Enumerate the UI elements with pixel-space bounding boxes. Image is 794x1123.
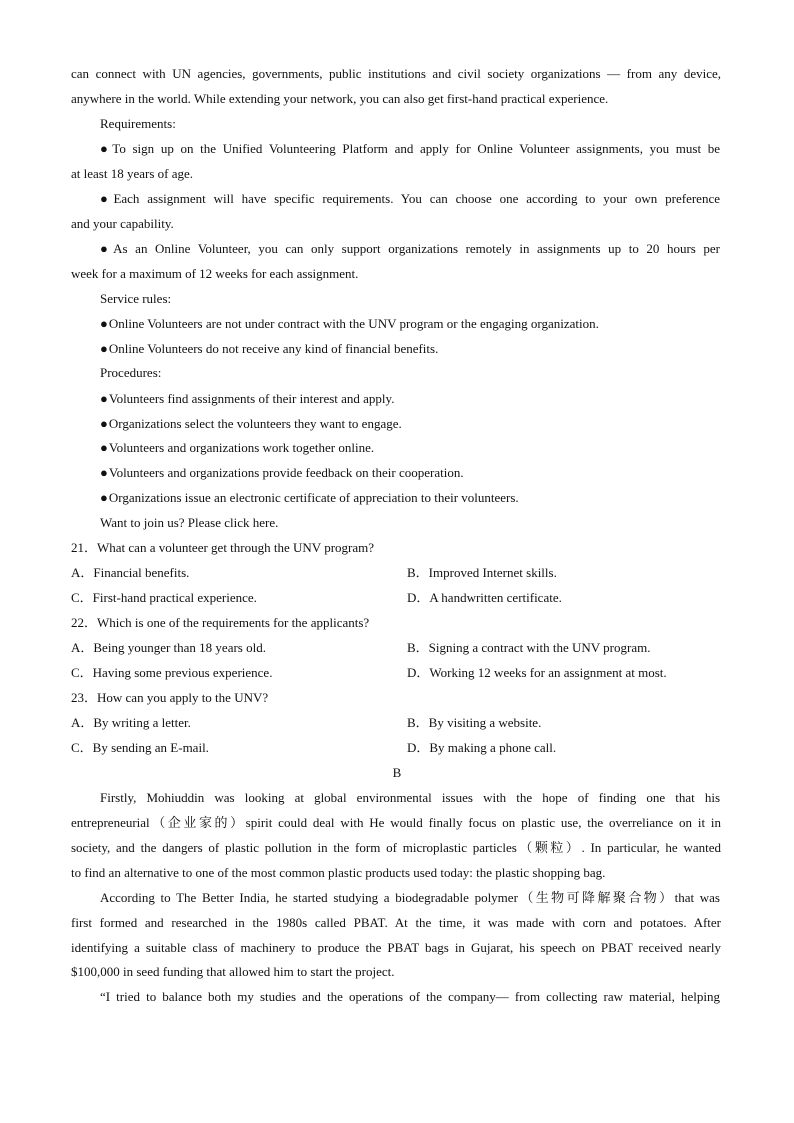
question-21-option-a: A．Financial benefits. [71, 565, 190, 580]
question-23-stem: 23．How can you apply to the UNV? [71, 690, 269, 705]
service-rule-1: ● Online Volunteers are not under contract with the UNV program or the engaging organization. [100, 311, 720, 336]
procedure-2: ● Organizations select the volunteers they want to engage. [100, 411, 720, 436]
join-line: Want to join us? Please click here. [100, 515, 279, 530]
passage-b-p1-line-4: to find an alternative to one of the most common plastic products used today: the plastic shopping bag. [71, 865, 606, 880]
procedure-1: ● Volunteers find assignments of their interest and apply. [100, 386, 720, 411]
requirement-2-line-2: and your capability. [71, 216, 174, 231]
requirement-1-line-2: at least 18 years of age. [71, 166, 194, 181]
passage-b-p1-line-1: Firstly, Mohiuddin was looking at global environmental issues with the hope of finding one that his [100, 790, 720, 805]
question-22-option-c: C．Having some previous experience. [71, 665, 273, 680]
passage-b-label: B [392, 765, 402, 780]
passage-b-p2-line-1: According to The Better India, he started studying a biodegradable polymer（生物可降解聚合物）that was [100, 890, 720, 905]
procedure-5: ● Organizations issue an electronic certificate of appreciation to their volunteers. [100, 485, 720, 510]
passage-b-p2-line-2: first formed and researched in the 1980s called PBAT. At the time, it was made with corn and potatoes. After [71, 915, 721, 930]
question-23-option-d: D．By making a phone call. [407, 740, 557, 755]
requirement-2-line-1: ● Each assignment will have specific requirements. You can choose one according to your own preference [100, 186, 720, 211]
question-22-option-d: D．Working 12 weeks for an assignment at most. [407, 665, 667, 680]
procedure-3: ● Volunteers and organizations work together online. [100, 435, 720, 460]
passage-b-p2-line-3: identifying a suitable class of machinery to produce the PBAT bags in Gujarat, his speech on PBAT received nearly [71, 940, 721, 955]
procedure-4: ● Volunteers and organizations provide feedback on their cooperation. [100, 460, 720, 485]
question-23-option-a: A．By writing a letter. [71, 715, 191, 730]
question-21-option-c: C．First-hand practical experience. [71, 590, 257, 605]
procedures-heading: Procedures: [100, 365, 162, 380]
intro-line-1: can connect with UN agencies, governments, public institutions and civil society organizations — from any device, [71, 66, 721, 81]
requirement-1-line-1: ● To sign up on the Unified Volunteering Platform and apply for Online Volunteer assignments, you must be [100, 136, 720, 161]
question-21-option-b: B．Improved Internet skills. [407, 565, 557, 580]
passage-b-p1-line-2: entrepreneurial（企业家的）spirit could deal with He would finally focus on plastic use, the overreliance on it in [71, 815, 721, 830]
requirement-3-line-2: week for a maximum of 12 weeks for each assignment. [71, 266, 359, 281]
passage-b-p2-line-4: $100,000 in seed funding that allowed him to start the project. [71, 964, 395, 979]
question-22-option-a: A．Being younger than 18 years old. [71, 640, 266, 655]
question-21-stem: 21．What can a volunteer get through the UNV program? [71, 540, 374, 555]
passage-b-p1-line-3: society, and the dangers of plastic pollution in the form of microplastic particles（颗粒）. In particular, he wanted [71, 840, 721, 855]
service-rules-heading: Service rules: [100, 291, 172, 306]
question-23-option-c: C．By sending an E-mail. [71, 740, 209, 755]
requirement-3-line-1: ● As an Online Volunteer, you can only support organizations remotely in assignments up to 20 hours per [100, 236, 720, 261]
passage-b-p3-line-1: “I tried to balance both my studies and the operations of the company— from collecting raw material, helping [100, 989, 720, 1004]
question-23-option-b: B．By visiting a website. [407, 715, 542, 730]
question-21-option-d: D．A handwritten certificate. [407, 590, 562, 605]
intro-line-2: anywhere in the world. While extending your network, you can also get first-hand practical experience. [71, 91, 609, 106]
question-22-stem: 22．Which is one of the requirements for the applicants? [71, 615, 370, 630]
question-22-option-b: B．Signing a contract with the UNV program. [407, 640, 651, 655]
service-rule-2: ● Online Volunteers do not receive any kind of financial benefits. [100, 336, 720, 361]
requirements-heading: Requirements: [100, 116, 176, 131]
